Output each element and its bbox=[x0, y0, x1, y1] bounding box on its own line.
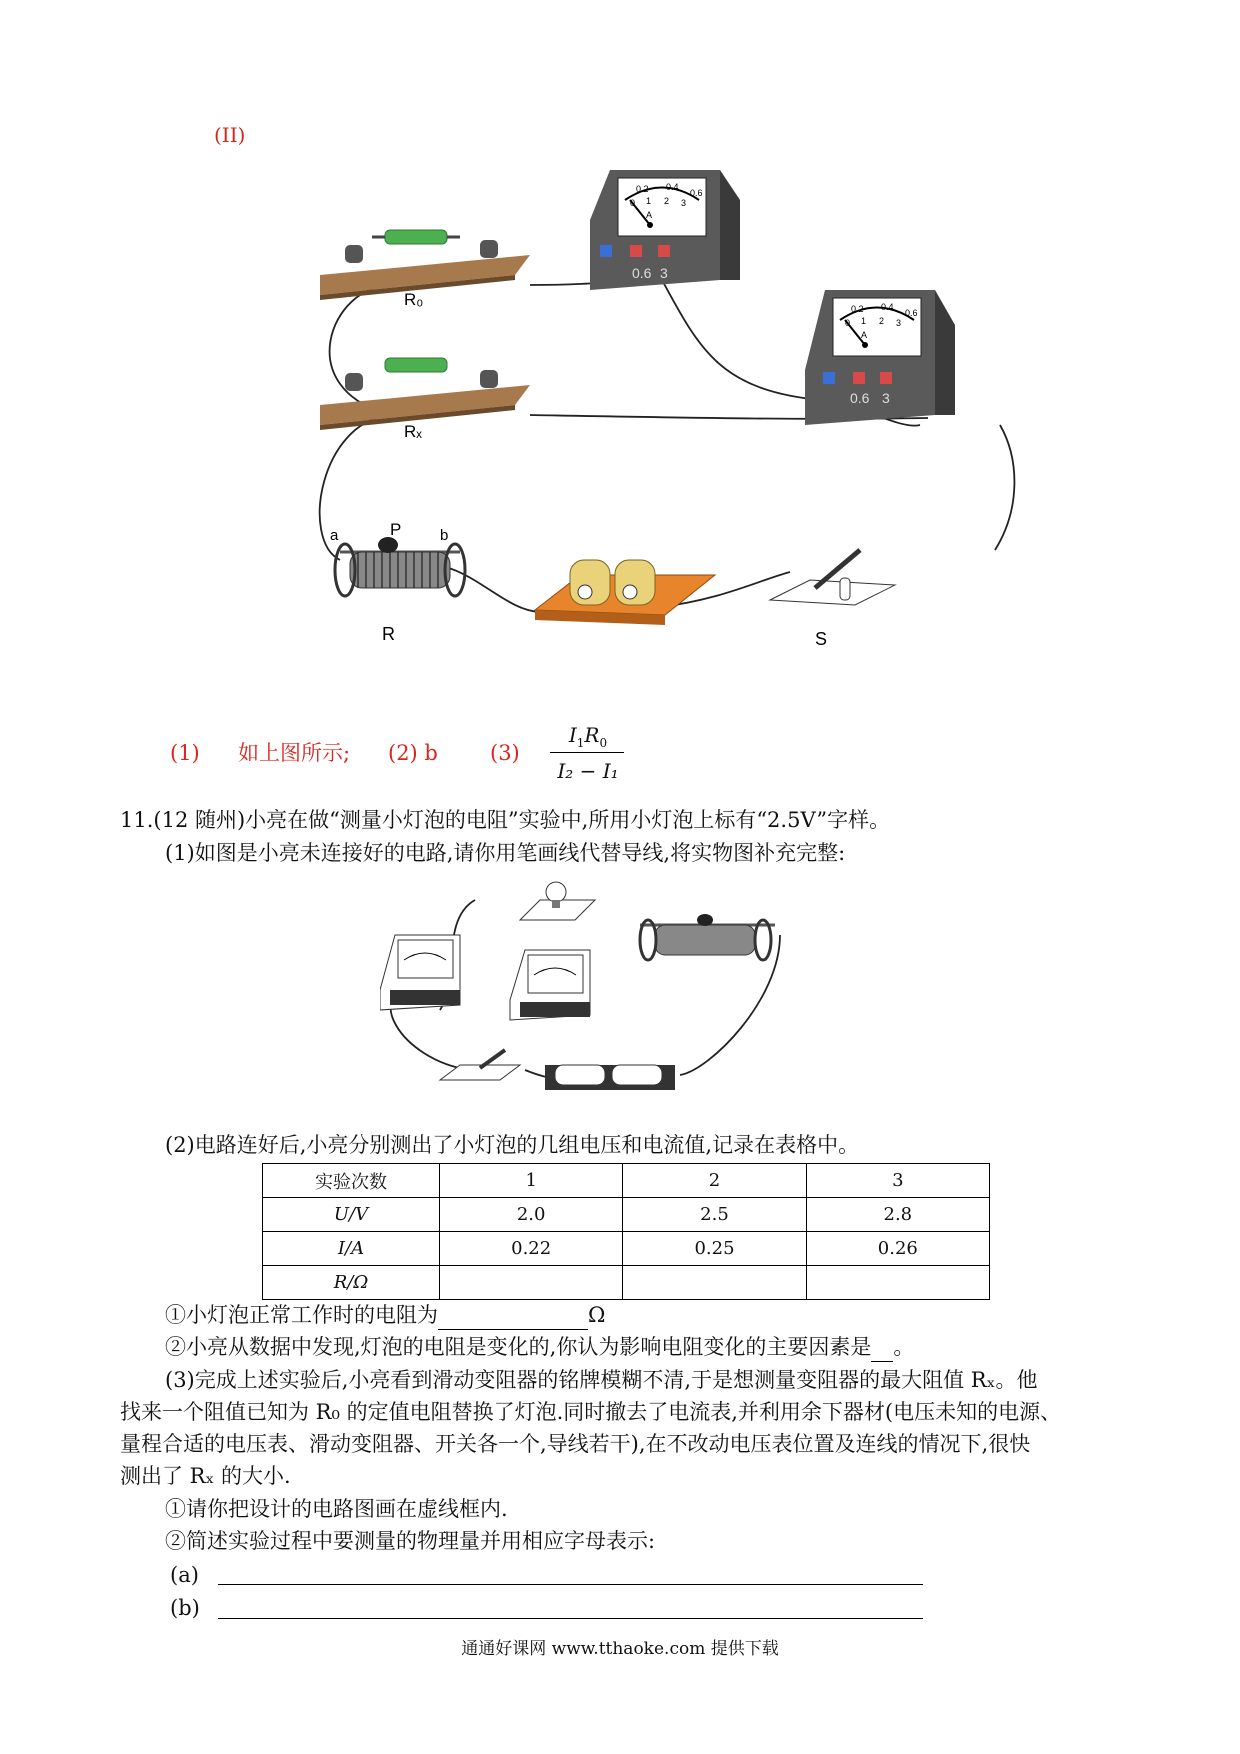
scale-tick: 0.6 bbox=[690, 188, 703, 198]
scale-unit: A bbox=[646, 210, 653, 220]
scale-tick: 0 bbox=[630, 198, 636, 208]
q11-sub-i bbox=[165, 1300, 605, 1330]
q11-sub-ii bbox=[165, 1332, 914, 1362]
table-row bbox=[263, 1266, 990, 1300]
lamp bbox=[520, 882, 595, 920]
ammeter1-terminal-3: 3 bbox=[660, 265, 668, 281]
cell: 2.0 bbox=[440, 1198, 623, 1232]
table-row bbox=[263, 1198, 990, 1232]
q11-part3-line1: (3)完成上述实验后,小亮看到滑动变阻器的铭牌模糊不清,于是想测量变阻器的最大阻值 Rₓ。他 bbox=[165, 1368, 1038, 1392]
cell bbox=[623, 1266, 806, 1300]
row-header: 实验次数 bbox=[263, 1164, 440, 1198]
scale-tick: 0.2 bbox=[636, 184, 649, 194]
scale-tick: 3 bbox=[681, 198, 687, 208]
label-p: P bbox=[390, 520, 402, 539]
q11-part1: (1)如图是小亮未连接好的电路,请你用笔画线代替导线,将实物图补充完整: bbox=[165, 841, 846, 865]
q11-sub-ii-prefix: ②小亮从数据中发现,灯泡的电阻是变化的,你认为影响电阻变化的主要因素是 bbox=[165, 1335, 872, 1359]
rheostat-q11 bbox=[640, 914, 775, 960]
cell: 0.22 bbox=[440, 1232, 623, 1266]
switch-s bbox=[770, 550, 895, 605]
resistor-rx bbox=[320, 358, 530, 430]
scale-tick: 0 bbox=[845, 318, 851, 328]
scale-tick: 2 bbox=[664, 196, 670, 206]
q11-part2: (2)电路连好后,小亮分别测出了小灯泡的几组电压和电流值,记录在表格中。 bbox=[165, 1133, 860, 1157]
rheostat-r bbox=[335, 537, 465, 596]
label-a: a bbox=[330, 527, 339, 544]
q11-a-label: (a) bbox=[170, 1563, 199, 1587]
formula-r: R bbox=[584, 723, 600, 747]
answer-blank-resistance[interactable] bbox=[438, 1307, 588, 1330]
q11-part3-line4: 测出了 Rₓ 的大小. bbox=[120, 1464, 291, 1488]
ammeter-q11 bbox=[380, 935, 460, 1010]
q11-sub-i-prefix: ①小灯泡正常工作时的电阻为 bbox=[165, 1303, 438, 1327]
answer-line-a[interactable] bbox=[218, 1584, 923, 1585]
scale-tick: 0.6 bbox=[905, 308, 918, 318]
q11-sub1: ①请你把设计的电路图画在虚线框内. bbox=[165, 1497, 508, 1521]
cell: 2.5 bbox=[623, 1198, 806, 1232]
cell: 1 bbox=[440, 1164, 623, 1198]
ammeter1-terminal-0.6: 0.6 bbox=[632, 265, 652, 281]
answer-part3-num: (3) bbox=[490, 741, 520, 765]
switch-q11 bbox=[440, 1050, 520, 1080]
scale-tick: 0.4 bbox=[881, 302, 894, 312]
formula-i: I bbox=[568, 723, 577, 747]
resistor-r0 bbox=[320, 230, 530, 300]
row-header: I/A bbox=[263, 1232, 440, 1266]
circuit-diagram-2 bbox=[380, 880, 880, 1110]
formula-sub1: 1 bbox=[576, 736, 585, 750]
battery-holder bbox=[535, 560, 715, 625]
row-header: U/V bbox=[263, 1198, 440, 1232]
cell: 0.26 bbox=[806, 1232, 989, 1266]
table-row bbox=[263, 1164, 990, 1198]
page-footer: 通通好课网 www.tthaoke.com 提供下载 bbox=[461, 1639, 779, 1659]
row-header: R/Ω bbox=[263, 1266, 440, 1300]
battery-q11 bbox=[545, 1065, 675, 1090]
q11-sub2: ②简述实验过程中要测量的物理量并用相应字母表示: bbox=[165, 1529, 656, 1553]
cell bbox=[806, 1266, 989, 1300]
label-rx: Rₓ bbox=[404, 422, 422, 441]
label-b: b bbox=[440, 527, 449, 544]
section-label: (II) bbox=[214, 123, 246, 147]
formula-fraction-bar bbox=[550, 752, 624, 753]
q11-part3-line3: 量程合适的电压表、滑动变阻器、开关各一个,导线若干),在不改动电压表位置及连线的情况下,很快 bbox=[120, 1432, 1031, 1456]
answer-formula-denominator: I₂ − I₁ bbox=[557, 759, 619, 783]
ammeter-2 bbox=[805, 290, 955, 425]
label-s: S bbox=[815, 629, 828, 649]
scale-unit: A bbox=[861, 330, 868, 340]
voltmeter-q11 bbox=[510, 950, 590, 1020]
q11-sub-ii-suffix: 。 bbox=[893, 1335, 915, 1359]
data-table bbox=[262, 1163, 990, 1300]
scale-tick: 0.4 bbox=[666, 182, 679, 192]
circuit-diagram-1 bbox=[300, 160, 1080, 680]
scale-tick: 1 bbox=[861, 316, 867, 326]
cell: 2.8 bbox=[806, 1198, 989, 1232]
q11-stem: 11.(12 随州)小亮在做“测量小灯泡的电阻”实验中,所用小灯泡上标有“2.5V”字样。 bbox=[120, 808, 891, 832]
cell: 2 bbox=[623, 1164, 806, 1198]
ammeter-1 bbox=[590, 170, 740, 290]
answer-part2: (2) b bbox=[388, 741, 438, 765]
ammeter2-terminal-0.6: 0.6 bbox=[850, 390, 870, 406]
scale-tick: 0.2 bbox=[851, 304, 864, 314]
label-r0: R₀ bbox=[404, 290, 424, 309]
ammeter2-terminal-3: 3 bbox=[882, 390, 890, 406]
q11-sub-i-suffix: Ω bbox=[588, 1303, 606, 1327]
answer-blank-factor[interactable] bbox=[871, 1339, 893, 1362]
scale-tick: 1 bbox=[646, 196, 652, 206]
answer-line-b[interactable] bbox=[218, 1618, 923, 1619]
answer-part1-num: (1) bbox=[170, 741, 200, 765]
cell bbox=[440, 1266, 623, 1300]
formula-sub0: 0 bbox=[599, 736, 608, 750]
q11-b-label: (b) bbox=[170, 1596, 200, 1620]
answer-part1-text: 如上图所示; bbox=[238, 741, 351, 765]
cell: 3 bbox=[806, 1164, 989, 1198]
table-row bbox=[263, 1232, 990, 1266]
answer-formula-numerator bbox=[554, 722, 622, 756]
q11-part3-line2: 找来一个阻值已知为 R₀ 的定值电阻替换了灯泡.同时撤去了电流表,并利用余下器材(电压未知的电源、 bbox=[120, 1400, 1062, 1424]
cell: 0.25 bbox=[623, 1232, 806, 1266]
scale-tick: 3 bbox=[896, 318, 902, 328]
label-r: R bbox=[382, 624, 395, 644]
scale-tick: 2 bbox=[879, 316, 885, 326]
